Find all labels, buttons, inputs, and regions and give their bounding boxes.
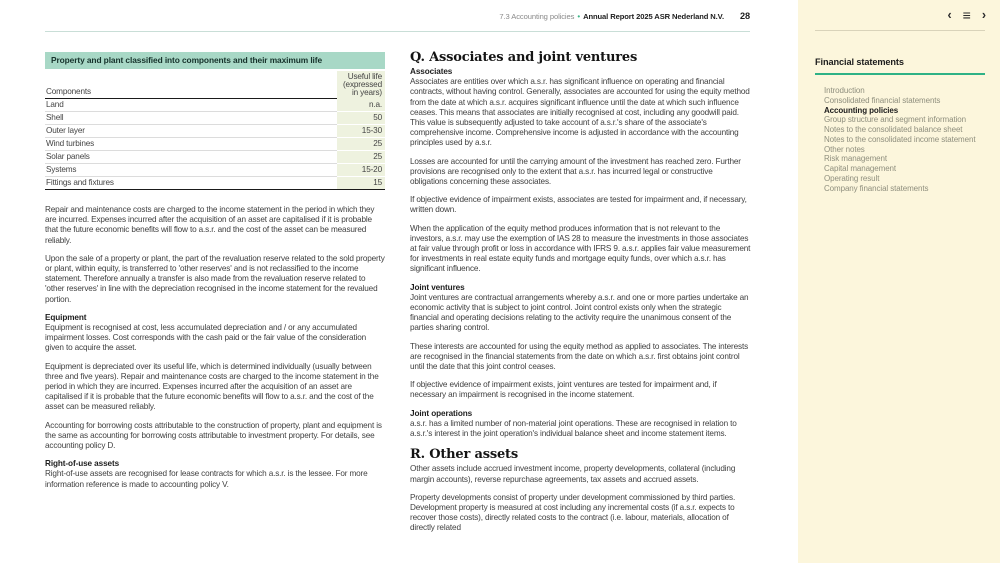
cell-life: 50 <box>337 111 385 124</box>
cell-life: 25 <box>337 137 385 150</box>
heading-q-associates-joint-ventures: Q. Associates and joint ventures <box>410 50 638 65</box>
heading-r-other-assets: R. Other assets <box>410 447 518 463</box>
cell-life: 15-30 <box>337 124 385 137</box>
sidebar-nav-icons <box>947 6 986 24</box>
cell-life: 15 <box>337 176 385 189</box>
cell-component: Land <box>45 98 337 111</box>
cell-life: 15-20 <box>337 163 385 176</box>
cell-component: Fittings and fixtures <box>45 176 337 189</box>
sidebar-item-consolidated-financial-statements[interactable]: Consolidated financial statements <box>824 95 941 105</box>
cell-component: Systems <box>45 163 337 176</box>
sidebar-item-risk-management[interactable]: Risk management <box>824 154 887 164</box>
paragraph-borrowing-costs: Accounting for borrowing costs attributable to the construction of property, plant and equipment is the same as accounting for borrowing costs attributable to investment property. For details, see accounting policy D. <box>45 420 382 450</box>
paragraph-associates-losses: Losses are accounted for until the carrying amount of the investment has reached zero. Further provisions are recognised only to the extent that a.s.r. has incurred legal or constructive obligations concerning these associates. <box>410 156 741 187</box>
heading-associates: Associates <box>410 67 453 76</box>
breadcrumb-section: 7.3 Accounting policies <box>499 12 575 21</box>
paragraph-joint-ventures-impairment: If objective evidence of impairment exists, joint ventures are tested for impairment and, if necessary an impairment is recognised in the income statement. <box>410 380 717 400</box>
cell-component: Shell <box>45 111 337 124</box>
heading-right-of-use-assets: Right-of-use assets <box>45 459 120 469</box>
page-header <box>45 11 750 21</box>
table-row <box>45 111 385 124</box>
paragraph-sale-revaluation: Upon the sale of a property or plant, the part of the revaluation reserve related to the sold property or plant, within equity, is transferred to 'other reserves' and is not reclassified to the income statement. Therefore annually a transfer is also made from the revaluation reserve related to 'other reserves' in line with the depreciation recognised in the income statement for the revalued portion. <box>45 253 385 304</box>
paragraph-associates-impairment: If objective evidence of impairment exists, associates are tested for impairment and, if necessary, written down. <box>410 195 747 215</box>
cell-component: Wind turbines <box>45 137 337 150</box>
paragraph-associates-definition: Associates are entities over which a.s.r. has significant influence on operating and financial contracts, without having control. Generally, associates are accounted for using the equity method from the date at which a.s.r. acquires significant influence until the date at which such influence ceases. This means that associates are initially recognised at cost, including any goodwill paid. This value is subsequently adjusted to take account of a.s.r.'s share of the associate's comprehensive income. Comprehensive income is adjusted in accordance with the accounting principles used by a.s.r. <box>410 77 750 148</box>
paragraph-joint-ventures-equity-method: These interests are accounted for using the equity method as applied to associates. The interests are recognised in the financial statements from the date on which a.s.r. first obtains joint control until the date that this joint control ceases. <box>410 341 749 372</box>
paragraph-property-developments: Property developments consist of property under development commissioned by third parties. Development property is measured at cost including any incremental costs (if a.s.r. expects to recover those costs), directly related costs to the contract (i.e. labour, materials, allocation of directly related <box>410 492 736 533</box>
cell-component: Outer layer <box>45 124 337 137</box>
table-row <box>45 176 385 189</box>
sidebar-item-accounting-policies[interactable]: Accounting policies <box>824 105 899 115</box>
table-row <box>45 124 385 137</box>
sidebar-item-introduction[interactable]: Introduction <box>824 86 865 95</box>
header-divider <box>45 31 750 32</box>
sidebar-item-notes-balance-sheet[interactable]: Notes to the consolidated balance sheet <box>824 125 963 134</box>
heading-equipment: Equipment <box>45 312 87 322</box>
sidebar-title: Financial statements <box>815 57 985 75</box>
sidebar <box>798 0 1000 563</box>
cell-component: Solar panels <box>45 150 337 163</box>
property-plant-table <box>45 71 385 190</box>
column-header-useful-life: Useful life (expressed in years) <box>337 71 385 98</box>
left-text-blocks <box>45 205 385 490</box>
column-header-components: Components <box>45 71 337 98</box>
sidebar-item-other-notes[interactable]: Other notes <box>824 144 865 154</box>
sidebar-divider <box>815 30 985 31</box>
paragraph-right-of-use-assets: Right-of-use assets are recognised for lease contracts for which a.s.r. is the lessee. For more information reference is made to accounting policy V. <box>45 469 368 489</box>
table-row <box>45 137 385 150</box>
cell-life: 25 <box>337 150 385 163</box>
heading-joint-operations: Joint operations <box>410 408 473 418</box>
page-number: 28 <box>739 11 750 21</box>
report-title: Annual Report 2025 ASR Nederland N.V. <box>583 12 724 21</box>
paragraph-joint-operations: a.s.r. has a limited number of non-material joint operations. These are recognised in relation to a.s.r.'s interest in the joint operation's individual balance sheet and income statement items. <box>410 418 737 439</box>
table-row <box>45 98 385 111</box>
paragraph-equipment-cost: Equipment is recognised at cost, less accumulated depreciation and / or any accumulated impairment losses. Cost corresponds with the cash paid or the fair value of the consideration given to acquire the asset. <box>45 322 366 353</box>
table-title: Property and plant classified into components and their maximum life <box>45 52 385 69</box>
middle-column <box>410 50 752 542</box>
breadcrumb-dot-icon: • <box>577 12 581 21</box>
sidebar-item-capital-management[interactable]: Capital management <box>824 164 897 173</box>
paragraph-equipment-depreciation: Equipment is depreciated over its useful life, which is determined individually (usually between three and five years). Repair and maintenance costs are charged to the income statement in the period in which they are incurred. Expenses incurred after the acquisition of an asset are capitalised if it is probable that the future economic benefits will flow to a.s.r. and the cost of the asset can be measured reliably. <box>45 361 379 412</box>
sidebar-item-operating-result[interactable]: Operating result <box>824 173 880 183</box>
sidebar-item-company-financial-statements[interactable]: Company financial statements <box>824 183 929 193</box>
sidebar-nav-list <box>824 86 992 193</box>
sidebar-item-notes-income-statement[interactable]: Notes to the consolidated income statement <box>824 134 976 144</box>
heading-joint-ventures: Joint ventures <box>410 282 465 292</box>
table-row <box>45 150 385 163</box>
table-header-row <box>45 71 385 98</box>
paragraph-associates-ias28: When the application of the equity method produces information that is not relevant to the investors, a.s.r. may use the exemption of IAS 28 to measure the investments in those associates at fair value through profit or loss in accordance with IFRS 9. a.s.r. applies fair value measurement for investments in real estate equity funds and mortgage equity funds, over which a.s.r. has significant influence. <box>410 223 751 274</box>
paragraph-joint-ventures-definition: Joint ventures are contractual arrangements whereby a.s.r. and one or more parties undertake an economic activity that is subject to joint control. Joint control exists only when the strategic financial and operating decisions relating to the activity require the unanimous consent of the parties sharing control. <box>410 292 749 333</box>
paragraph-other-assets: Other assets include accrued investment income, property developments, collateral (including margin accounts), reverse repurchase agreements, tax assets and accrued assets. <box>410 464 736 484</box>
cell-life: n.a. <box>337 98 385 111</box>
table-row <box>45 163 385 176</box>
next-page-icon[interactable]: › <box>981 8 986 22</box>
paragraph-repair-costs: Repair and maintenance costs are charged to the income statement in the period in which they are incurred. Expenses incurred after the acquisition of an asset are capitalised if it is probable that the future economic benefits will flow to a.s.r. and the cost of the asset can be measured reliably. <box>45 204 375 245</box>
previous-page-icon[interactable]: ‹ <box>947 8 952 22</box>
menu-icon[interactable]: ≡ <box>962 7 971 23</box>
sidebar-item-group-structure[interactable]: Group structure and segment information <box>824 115 966 125</box>
left-column <box>45 52 385 498</box>
